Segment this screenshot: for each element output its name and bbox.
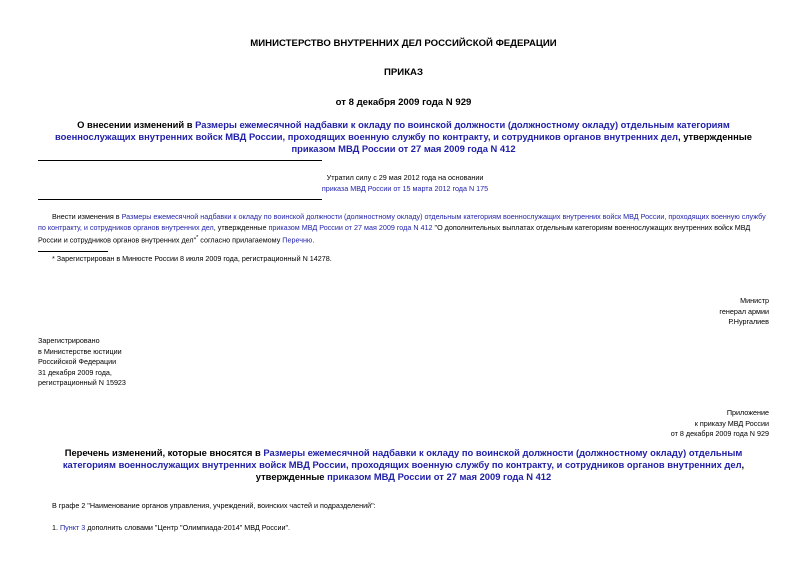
divider-top <box>38 160 322 161</box>
list-title-middle: , утвержденные <box>255 459 745 483</box>
list-title-link-sizes[interactable]: Размеры ежемесячной надбавки к окладу по воинской должности (должностному окладу) отдельным категориям военнослужащих внутренних войск МВД России, проходящих военную службу по контракту, и сотрудников органов внутренних дел <box>62 447 743 471</box>
appendix-line-1: Приложение <box>726 408 769 417</box>
body-link-order-412[interactable]: приказом МВД России от 27 мая 2009 года N 412 <box>268 223 433 233</box>
status-note <box>250 173 560 194</box>
body-intro: Внести изменения в <box>52 212 122 221</box>
list-title-link-order-412[interactable]: приказом МВД России от 27 мая 2009 года N 412 <box>327 471 552 483</box>
body-link-sizes[interactable]: Размеры ежемесячной надбавки к окладу по воинской должности (должностному окладу) отдельным категориям военнослужащих внутренних войск МВД России, проходящих военную службу по контракту, и сотрудников органов внутренних дел <box>38 212 766 233</box>
title-prefix: О внесении изменений в <box>77 119 196 130</box>
title-link-order-412[interactable]: приказом МВД России от 27 мая 2009 года N 412 <box>291 143 516 155</box>
registration-line-3: Российской Федерации <box>38 357 117 367</box>
body-end: . <box>312 235 315 245</box>
registration-line-1: Зарегистрировано <box>38 336 100 345</box>
footnote-divider <box>38 251 108 252</box>
appendix-line-3: от 8 декабря 2009 года N 929 <box>670 429 769 439</box>
appendix-block <box>560 408 769 440</box>
registration-line-2: в Министерстве юстиции <box>38 346 122 356</box>
footnote-mark: * <box>196 235 199 242</box>
signature-name: Р.Нургалиев <box>728 317 769 327</box>
body-mid: , утвержденные <box>213 223 269 233</box>
signature-position: Министр <box>740 296 769 305</box>
footnote: * Зарегистрирован в Минюсте России 8 июля 2009 года, регистрационный N 14278. <box>52 254 332 263</box>
column-note: В графе 2 "Наименование органов управления, учреждений, воинских частей и подразделений": <box>52 501 376 510</box>
doc-type-heading: ПРИКАЗ <box>384 67 423 78</box>
registration-line-4: 31 декабря 2009 года, <box>38 367 112 377</box>
status-line: Утратил силу с 29 мая 2012 года на основании <box>326 173 484 182</box>
body-tail: согласно прилагаемому <box>198 235 283 245</box>
body-quote: "О дополнительных выплатах отдельным категориям военнослужащих внутренних войск МВД России и сотрудников органов внутренних дел" <box>38 223 751 245</box>
registration-line-5: регистрационный N 15923 <box>38 378 126 388</box>
body-link-list[interactable]: Перечню <box>282 235 313 245</box>
list-item-1 <box>52 523 752 534</box>
title-middle: , утвержденные <box>678 131 752 143</box>
item-1-link-point-3[interactable]: Пункт 3 <box>60 523 86 532</box>
status-link-order-175[interactable]: приказа МВД России от 15 марта 2012 года N 175 <box>321 183 489 193</box>
title-link-sizes[interactable]: Размеры ежемесячной надбавки к окладу по воинской должности (должностному окладу) отдельным категориям военнослужащих внутренних войск МВД России, проходящих военную службу по контракту, и сотрудников органов внутренних дел <box>55 119 730 143</box>
list-title-prefix: Перечень изменений, которые вносятся в <box>64 447 264 458</box>
order-date-number: от 8 декабря 2009 года N 929 <box>335 97 472 108</box>
signature-rank: генерал армии <box>719 306 769 316</box>
signature-block <box>560 296 769 328</box>
document-title <box>38 119 769 156</box>
list-title <box>38 447 769 484</box>
divider-bottom <box>38 199 322 200</box>
item-1-text: дополнить словами "Центр "Олимпиада-2014" МВД России". <box>85 523 291 532</box>
ministry-heading: МИНИСТЕРСТВО ВНУТРЕННИХ ДЕЛ РОССИЙСКОЙ ФЕДЕРАЦИИ <box>250 38 557 49</box>
registration-block <box>38 336 238 389</box>
body-paragraph <box>38 211 770 246</box>
item-1-prefix: 1. <box>52 523 60 532</box>
appendix-line-2: к приказу МВД России <box>694 418 769 428</box>
